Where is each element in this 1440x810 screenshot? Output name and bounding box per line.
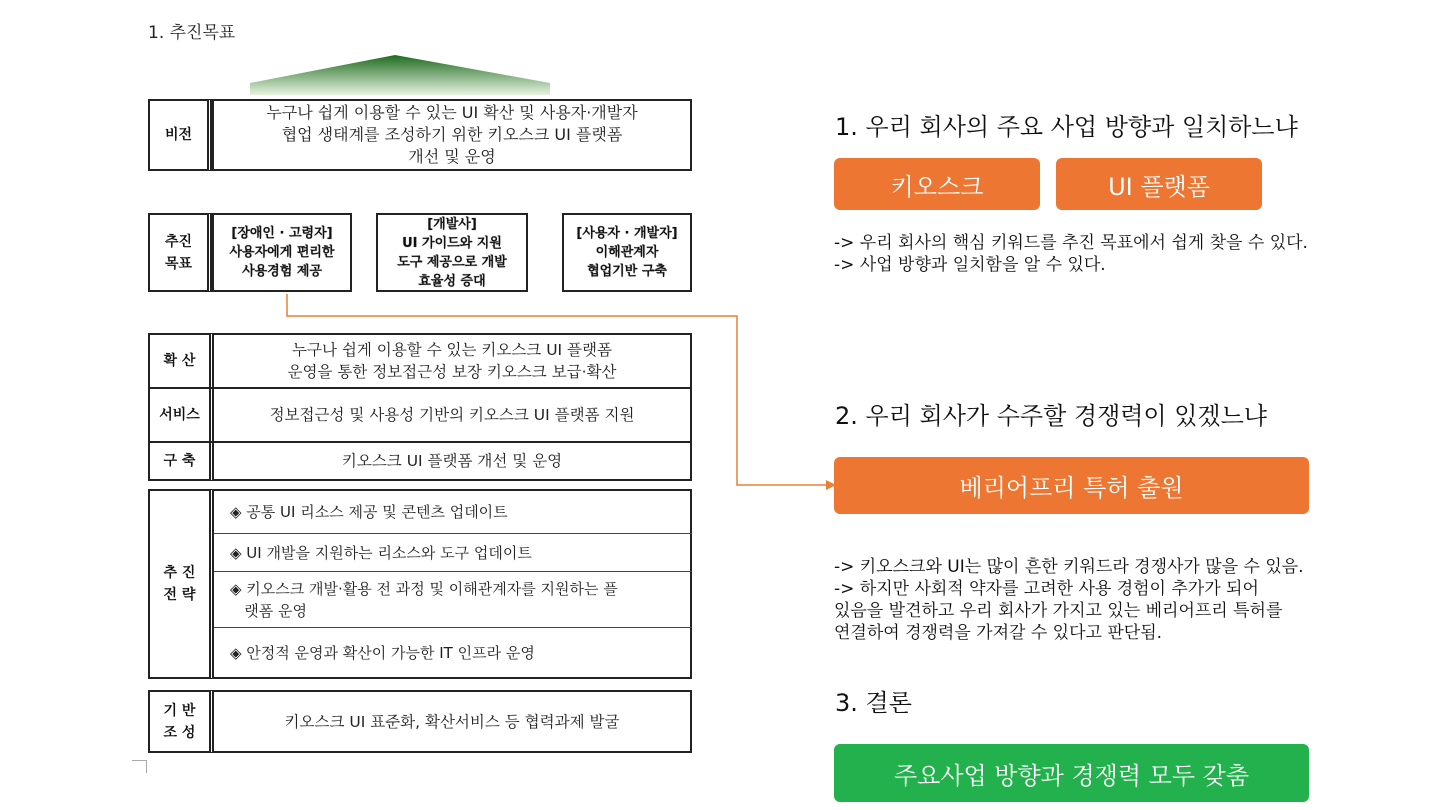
vision-line: 협업 생태계를 조성하기 위한 키오스크 UI 플랫폼 <box>281 125 623 144</box>
notes-1: -> 우리 회사의 핵심 키워드를 추진 목표에서 쉽게 찾을 수 있다. -> 사업 방향과 일치함을 알 수 있다. <box>834 233 1308 275</box>
notes-2: -> 키오스크와 UI는 많이 흔한 키워드라 경쟁사가 많을 수 있음. -> 하지만 사회적 약자를 고려한 사용 경험이 추가가 되어 있음을 발견하고 우리 회사가 가지고 있는 베리어프리 특허를 연결하여 경쟁력을 가져갈 수 있다고 판단됨. <box>834 557 1304 643</box>
keyword-kiosk-badge: 키오스크 <box>834 158 1040 210</box>
row-label-expansion: 확 산 <box>148 333 214 389</box>
question-3: 3. 결론 <box>835 689 912 717</box>
vision-line: 개선 및 운영 <box>408 147 496 166</box>
goals-label: 추진 목표 <box>148 213 212 292</box>
strategy-item: ◈ 안정적 운영과 확산이 가능한 IT 인프라 운영 <box>230 643 535 662</box>
row-text-build: 키오스크 UI 플랫폼 개선 및 운영 <box>212 441 692 481</box>
row-text-expansion: 누구나 쉽게 이용할 수 있는 키오스크 UI 플랫폼 운영을 통한 정보접근성 보장 키오스크 보급·확산 <box>212 333 692 389</box>
row-label-build: 구 축 <box>148 441 214 481</box>
base-label: 기 반 조 성 <box>148 690 214 753</box>
strategy-item: ◈ 공통 UI 리소스 제공 및 콘텐츠 업데이트 <box>214 491 692 534</box>
section-title: 1. 추진목표 <box>148 23 236 43</box>
strategy-label: 추 진 전 략 <box>148 489 214 679</box>
question-1: 1. 우리 회사의 주요 사업 방향과 일치하느냐 <box>835 113 1298 141</box>
goal-box-collaboration: [사용자 · 개발자] 이해관계자 협업기반 구축 <box>562 213 692 292</box>
patent-badge: 베리어프리 특허 출원 <box>834 457 1309 514</box>
vision-text <box>212 99 692 171</box>
conclusion-badge: 주요사업 방향과 경쟁력 모두 갖춤 <box>834 744 1309 802</box>
goal-box-accessibility: [장애인 · 고령자] 사용자에게 편리한 사용경험 제공 <box>212 213 352 292</box>
row-label-service: 서비스 <box>148 387 214 443</box>
strategy-item: ◈ UI 개발을 지원하는 리소스와 도구 업데이트 <box>214 534 692 572</box>
question-2: 2. 우리 회사가 수주할 경쟁력이 있겠느냐 <box>835 402 1267 430</box>
vision-label: 비전 <box>148 99 212 171</box>
keyword-ui-platform-badge: UI 플랫폼 <box>1056 158 1262 210</box>
goal-box-developer: [개발사] UI 가이드와 지원 도구 제공으로 개발 효율성 증대 <box>376 213 528 292</box>
vision-triangle <box>250 55 550 95</box>
strategy-item: ◈ 키오스크 개발·활용 전 과정 및 이해관계자를 지원하는 플 랫폼 운영 <box>214 572 692 628</box>
page-corner-mark <box>132 760 147 773</box>
vision-line: 누구나 쉽게 이용할 수 있는 UI 확산 및 사용자·개발자 <box>266 103 638 122</box>
base-text: 키오스크 UI 표준화, 확산서비스 등 협력과제 발굴 <box>212 690 692 753</box>
row-text-service: 정보접근성 및 사용성 기반의 키오스크 UI 플랫폼 지원 <box>212 387 692 443</box>
